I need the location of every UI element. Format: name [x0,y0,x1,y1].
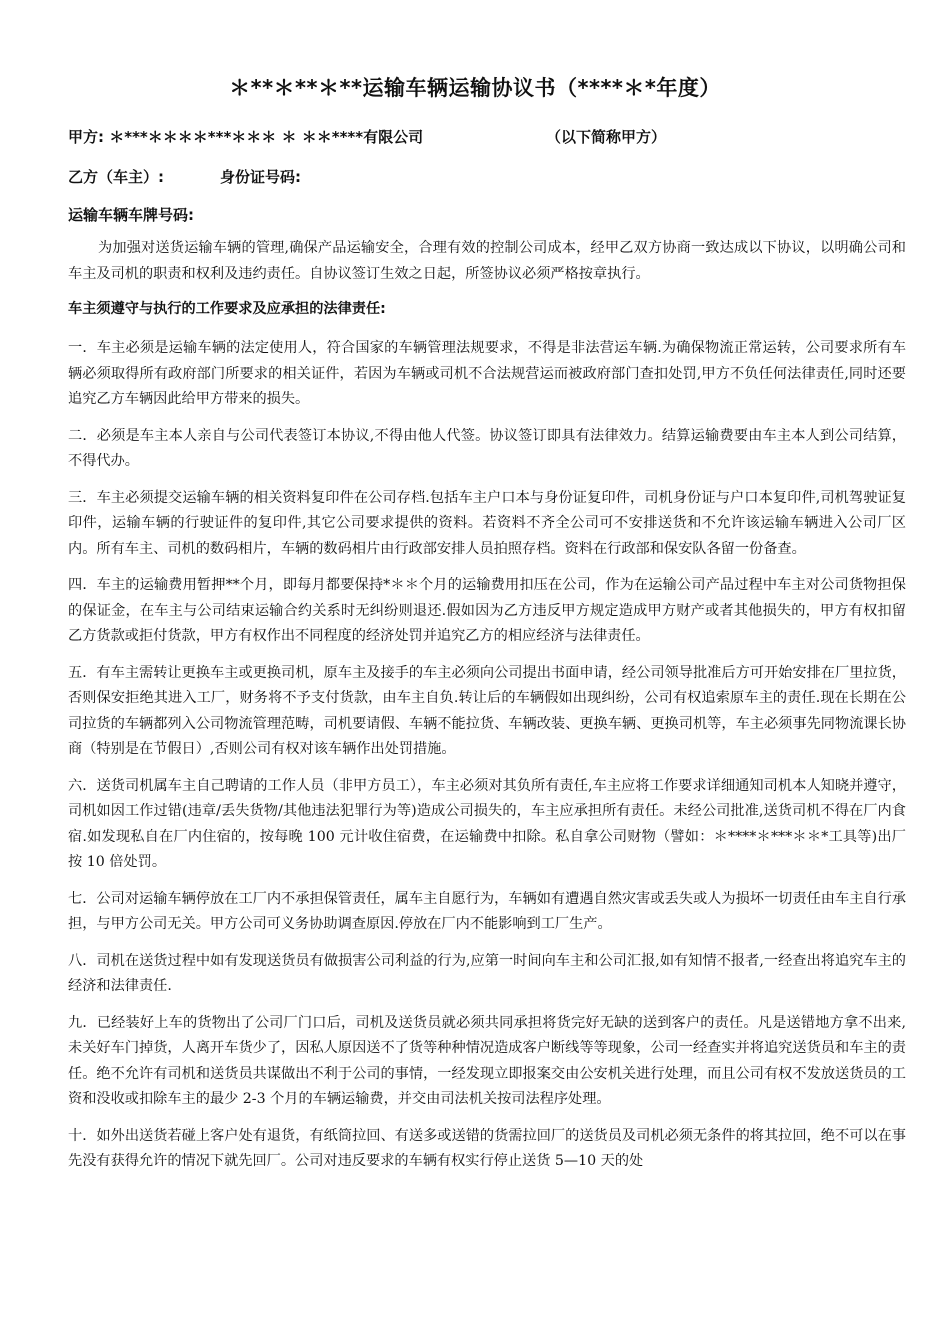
plate-number-label: 运输车辆车牌号码: [68,206,194,224]
section-heading: 车主须遵守与执行的工作要求及应承担的法律责任: [68,301,386,317]
clause-10: 十．如外出送货若碰上客户处有退货，有纸筒拉回、有送多或送错的货需拉回厂的送货员及司机必须无条件的将其拉回，绝不可以在事先没有获得允许的情况下就先回厂。公司对违反要求的车辆有权实行停止送货 5—10 天的处 [68,1127,906,1169]
party-a-line [68,126,667,147]
clause-list [68,336,906,1186]
clause-4: 四．车主的运输费用暂押**个月，即每月都要保持*＊＊个月的运输费用扣压在公司，作为在运输公司产品过程中车主对公司货物担保的保证金，在车主与公司结束运输合约关系时无纠纷则退还.假如因为乙方违反甲方规定造成甲方财产或者其他损失的，甲方有权扣留乙方货款或拒付货款，甲方有权作出不同程度的经济处罚并追究乙方的相应经济与法律责任。 [68,577,906,644]
document-title: ＊**＊**＊**运输车辆运输协议书（****＊*年度） [229,76,721,100]
clause-9: 九．已经装好上车的货物出了公司厂门口后，司机及送货员就必须共同承担将货完好无缺的送到客户的责任。凡是送错地方拿不出来,未关好车门掉货，人离开车货少了，因私人原因送不了货等种种情况造成客户断线等等现象，公司一经查实并将追究送货员和车主的责任。绝不允许有司机和送货员共谋做出不利于公司的事情，一经发现立即报案交由公安机关进行处理，而且公司有权不发放送货员的工资和没收或扣除车主的最少 2-3 个月的车辆运输费，并交由司法机关按司法程序处理。 [68,1014,906,1107]
clause-2: 二．必须是车主本人亲自与公司代表签订本协议,不得由他人代签。协议签订即具有法律效力。结算运输费要由车主本人到公司结算，不得代办。 [68,427,906,469]
clause-5: 五．有车主需转让更换车主或更换司机，原车主及接手的车主必须向公司提出书面申请，经公司领导批准后方可开始安排在厂里拉货，否则保安拒绝其进入工厂，财务将不予支付货款，由车主自负.转让后的车辆假如出现纠纷，公司有权追索原车主的责任.现在长期在公司拉货的车辆都列入公司物流管理范畴，司机要请假、车辆不能拉货、车辆改装、更换车辆、更换司机等，车主必须事先同物流课长协商（特别是在节假日）,否则公司有权对该车辆作出处罚措施。 [68,664,906,757]
id-number-label: 身份证号码: [220,168,301,186]
clause-8: 八．司机在送货过程中如有发现送货员有做损害公司利益的行为,应第一时间向车主和公司汇报,如有知情不报者,一经查出将追究车主的经济和法律责任. [68,952,906,994]
clause-7: 七．公司对运输车辆停放在工厂内不承担保管责任，属车主自愿行为，车辆如有遭遇自然灾害或丢失或人为损坏一切责任由车主自行承担，与甲方公司无关。甲方公司可义务协助调查原因.停放在厂内不能影响到工厂生产。 [68,890,906,932]
clause-6: 六．送货司机属车主自己聘请的工作人员（非甲方员工），车主必须对其负所有责任,车主应将工作要求详细通知司机本人知晓并遵守，司机如因工作过错(违章/丢失货物/其他违法犯罪行为等)造成公司损失的，车主应承担所有责任。未经公司批准,送货司机不得在厂内食宿.如发现私自在厂内住宿的，按每晚 100 元计收住宿费，在运输费中扣除。私自拿公司财物（譬如：＊****＊***＊＊*工具等)出厂按 10 倍处罚。 [68,777,906,870]
party-b-label: 乙方（车主）: [68,168,164,186]
clause-3: 三．车主必须提交运输车辆的相关资料复印件在公司存档.包括车主户口本与身份证复印件，司机身份证与户口本复印件,司机驾驶证复印件，运输车辆的行驶证件的复印件,其它公司要求提供的资料。若资料不齐全公司可不安排送货和不允许该运输车辆进入公司厂区内。所有车主、司机的数码相片，车辆的数码相片由行政部安排人员拍照存档。资料在行政部和保安队各留一份备查。 [68,489,906,557]
intro-paragraph: 为加强对送货运输车辆的管理,确保产品运输安全，合理有效的控制公司成本，经甲乙双方协商一致达成以下协议，以明确公司和车主及司机的职责和权利及违约责任。自协议签订生效之日起，所签协议必须严格按章执行。 [68,240,906,282]
party-a-label: 甲方: ＊***＊＊＊＊***＊＊＊ ＊ ＊＊****有限公司 [68,128,424,146]
party-b-line [68,166,301,187]
party-a-note: （以下简称甲方） [546,128,667,146]
clause-1: 一．车主必须是运输车辆的法定使用人，符合国家的车辆管理法规要求，不得是非法营运车辆.为确保物流正常运转，公司要求所有车辆必须取得所有政府部门所要求的相关证件，若因为车辆或司机不合法规营运而被政府部门查扣处罚,甲方不负任何法律责任,同时还要追究乙方车辆因此给甲方带来的损失。 [68,340,906,407]
